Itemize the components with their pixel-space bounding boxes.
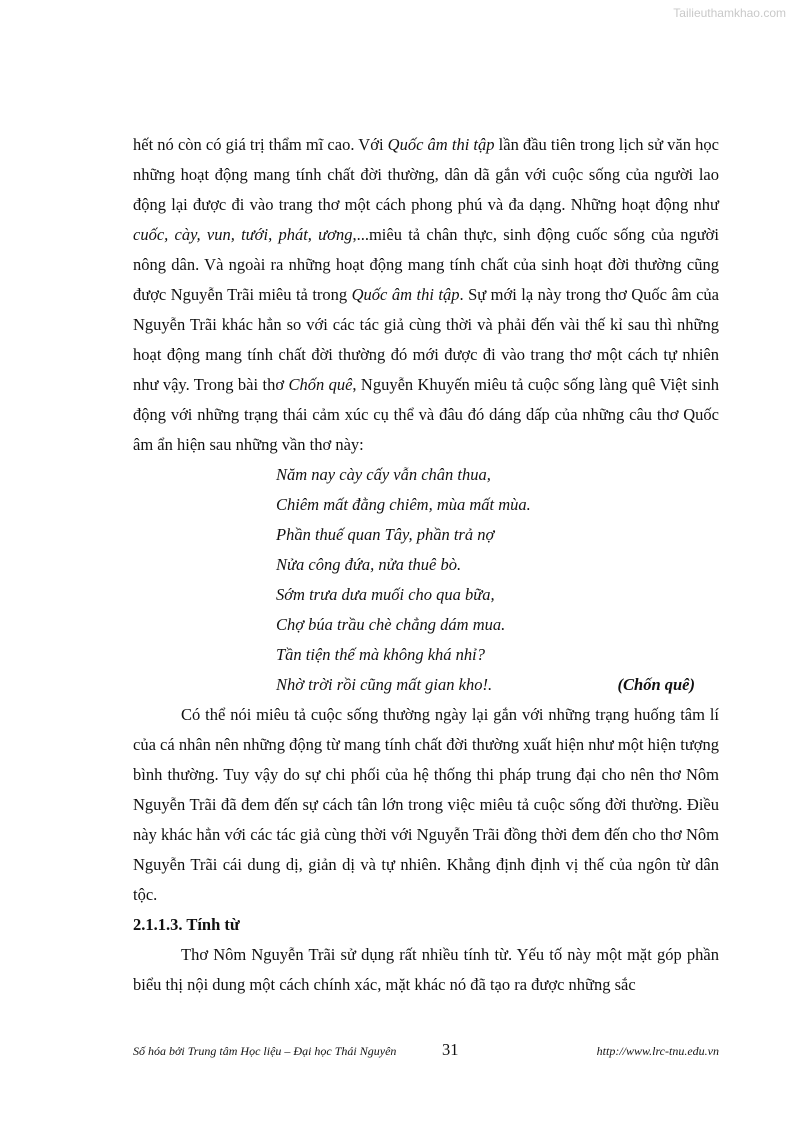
poem-line: Nhờ trời rồi cũng mất gian kho!. (276, 675, 493, 694)
watermark: Tailieuthamkhao.com (673, 6, 786, 20)
italic-verbs: cuốc, cày, vun, tưới, phát, ương (133, 225, 353, 244)
page-number: 31 (442, 1040, 459, 1059)
italic-poem-title: Chốn quê (288, 375, 353, 394)
text-run: ,...miêu tả chân thực, sinh động cuốc sống của người nông dân. Và ngoài ra những hoạt động mang tính chất của sinh hoạt đời thường cũng được Nguyễn Trãi miêu tả trong (133, 225, 719, 304)
paragraph-1 (133, 130, 719, 460)
poem-line: Sớm trưa dưa muối cho qua bữa, (276, 585, 495, 604)
poem-line: Năm nay cày cấy vẫn chân thua, (276, 465, 491, 484)
poem-source: (Chốn quê) (617, 675, 695, 694)
section-heading: 2.1.1.3. Tính từ (133, 915, 240, 934)
italic-title: Quốc âm thi tập (387, 135, 495, 154)
poem-line: Nửa công đứa, nửa thuê bò. (276, 555, 462, 574)
poem-line: Chợ búa trầu chè chẳng dám mua. (276, 615, 506, 634)
text-run: lần đầu tiên trong lịch sử văn học những hoạt động mang tính chất đời thường, dân dã gắn với cuộc sống của người lao động lại được đi vào trang thơ một cách phong phú và đa dạng. Những hoạt động như (133, 135, 719, 214)
poem-line: Phần thuế quan Tây, phần trả nợ (276, 525, 495, 544)
poem-last-line (276, 670, 719, 700)
paragraph-3: Thơ Nôm Nguyễn Trãi sử dụng rất nhiều tính từ. Yếu tố này một mặt góp phần biểu thị nội dung một cách chính xác, mặt khác nó đã tạo ra được những sắc (133, 945, 719, 994)
poem-quote (276, 460, 719, 700)
text-run: hết nó còn có giá trị thẩm mĩ cao. Với (133, 135, 388, 154)
footer-url: http://www.lrc-tnu.edu.vn (596, 1044, 719, 1058)
italic-title: Quốc âm thi tập (351, 285, 460, 304)
footer-credit: Số hóa bởi Trung tâm Học liệu – Đại học Thái Nguyên (133, 1044, 397, 1058)
poem-line: Tần tiện thế mà không khá nhỉ? (276, 645, 485, 664)
page-body (133, 130, 719, 1000)
page-footer (133, 1040, 719, 1064)
paragraph-2: Có thể nói miêu tả cuộc sống thường ngày lại gắn với những trạng huống tâm lí của cá nhân nên những động từ mang tính chất đời thường xuất hiện như một hiện tượng bình thường. Tuy vậy do sự chi phối của hệ thống thi pháp trung đại cho nên thơ Nôm Nguyễn Trãi đã đem đến sự cách tân lớn trong việc miêu tả cuộc sống đời thường. Điều này khác hẳn với các tác giả cùng thời với Nguyễn Trãi đồng thời đem đến cho thơ Nôm Nguyễn Trãi cái dung dị, giản dị và tự nhiên. Khẳng định định vị thế của ngôn từ dân tộc. (133, 705, 719, 904)
text-run: . Sự mới lạ này trong thơ Quốc âm của Nguyễn Trãi khác hẳn so với các tác giả cùng thời và phải đến vài thế kỉ sau thì những hoạt động mang tính chất đời thường đó mới được đi vào trang thơ một cách tự nhiên như vậy. Trong bài thơ (133, 285, 719, 394)
poem-line: Chiêm mất đằng chiêm, mùa mất mùa. (276, 495, 531, 514)
text-run: , Nguyễn Khuyến miêu tả cuộc sống làng quê Việt sinh động với những trạng thái cảm xúc cụ thể và đâu đó dáng dấp của những câu thơ Quốc âm ẩn hiện sau những vần thơ này: (133, 375, 719, 454)
